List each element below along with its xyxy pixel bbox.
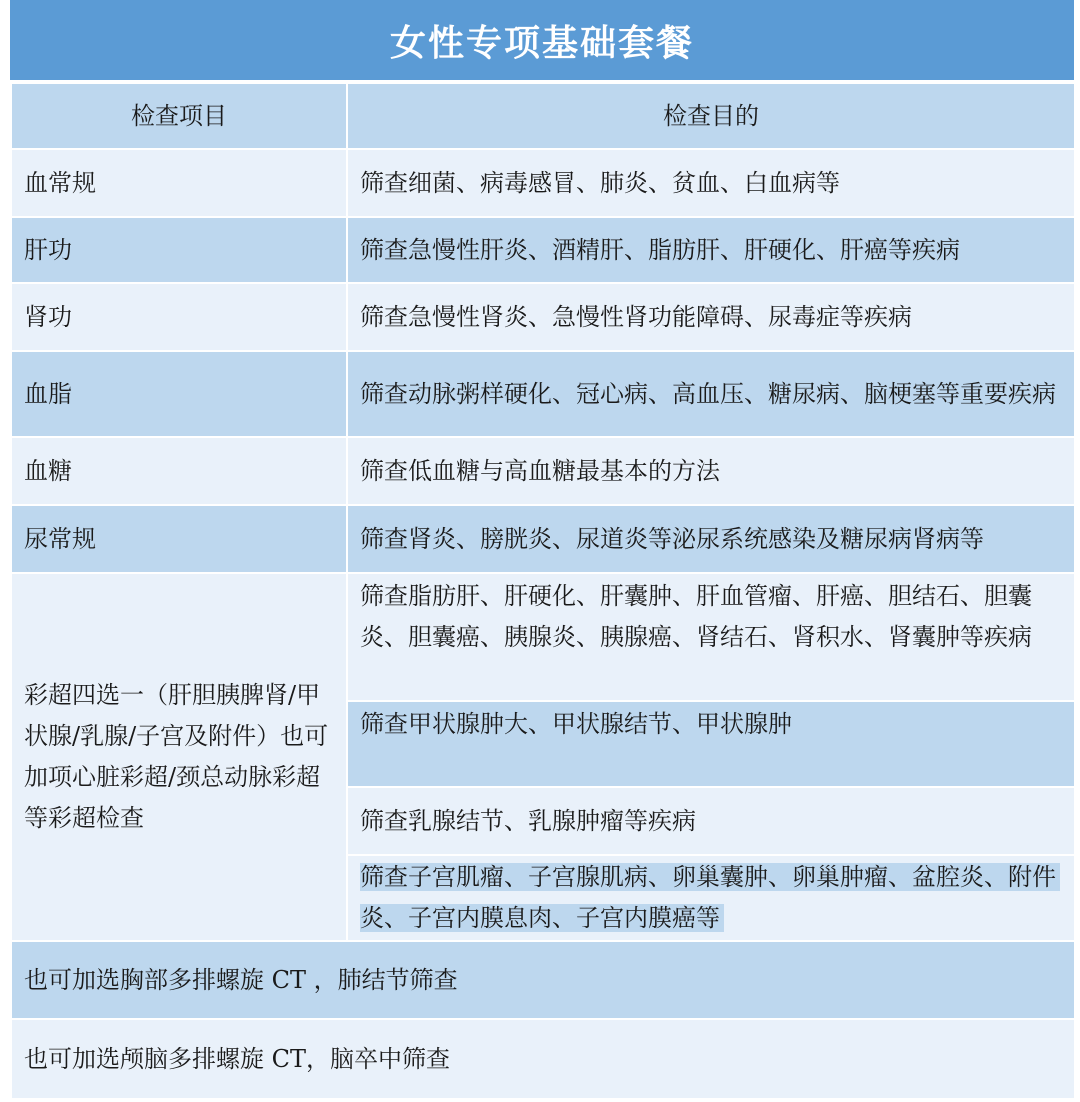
row-purpose: 筛查急慢性肾炎、急慢性肾功能障碍、尿毒症等疾病 (347, 283, 1075, 351)
row-item: 血脂 (11, 351, 347, 437)
footer-row (11, 941, 1075, 1019)
table-row (11, 217, 1075, 283)
row-purpose: 筛查急慢性肝炎、酒精肝、脂肪肝、肝硬化、肝癌等疾病 (347, 217, 1075, 283)
footer-chest-ct: 也可加选胸部多排螺旋 CT ，肺结节筛查 (11, 941, 1075, 1019)
package-table-container (10, 0, 1074, 1100)
ultrasound-purpose-abdomen: 筛查脂肪肝、肝硬化、肝囊肿、肝血管瘤、肝癌、胆结石、胆囊炎、胆囊癌、胰腺炎、胰腺癌、肾结石、肾积水、肾囊肿等疾病 (347, 573, 1075, 701)
table-title: 女性专项基础套餐 (10, 0, 1074, 82)
row-item: 血常规 (11, 149, 347, 217)
table-row (11, 283, 1075, 351)
row-item: 血糖 (11, 437, 347, 505)
table-row (11, 437, 1075, 505)
row-item: 尿常规 (11, 505, 347, 573)
package-table (10, 82, 1076, 1100)
row-purpose: 筛查低血糖与高血糖最基本的方法 (347, 437, 1075, 505)
header-row (11, 83, 1075, 149)
row-item: 肾功 (11, 283, 347, 351)
row-purpose: 筛查细菌、病毒感冒、肺炎、贫血、白血病等 (347, 149, 1075, 217)
ultrasound-purpose-uterus: 筛查子宫肌瘤、子宫腺肌病、卵巢囊肿、卵巢肿瘤、盆腔炎、附件炎、子宫内膜息肉、子宫内膜癌等 (360, 863, 1060, 932)
ultrasound-purpose-breast: 筛查乳腺结节、乳腺肿瘤等疾病 (347, 787, 1075, 855)
ultrasound-row (11, 573, 1075, 701)
ultrasound-purpose-uterus-cell (347, 855, 1075, 941)
row-purpose: 筛查肾炎、膀胱炎、尿道炎等泌尿系统感染及糖尿病肾病等 (347, 505, 1075, 573)
row-item: 肝功 (11, 217, 347, 283)
table-row (11, 505, 1075, 573)
table-row (11, 149, 1075, 217)
header-purpose: 检查目的 (347, 83, 1075, 149)
ultrasound-item: 彩超四选一（肝胆胰脾肾/甲状腺/乳腺/子宫及附件）也可加项心脏彩超/颈总动脉彩超等彩超检查 (11, 573, 347, 941)
row-purpose: 筛查动脉粥样硬化、冠心病、高血压、糖尿病、脑梗塞等重要疾病 (347, 351, 1075, 437)
footer-row (11, 1019, 1075, 1099)
ultrasound-purpose-thyroid: 筛查甲状腺肿大、甲状腺结节、甲状腺肿 (347, 701, 1075, 787)
table-row (11, 351, 1075, 437)
header-item: 检查项目 (11, 83, 347, 149)
footer-brain-ct: 也可加选颅脑多排螺旋 CT，脑卒中筛查 (11, 1019, 1075, 1099)
